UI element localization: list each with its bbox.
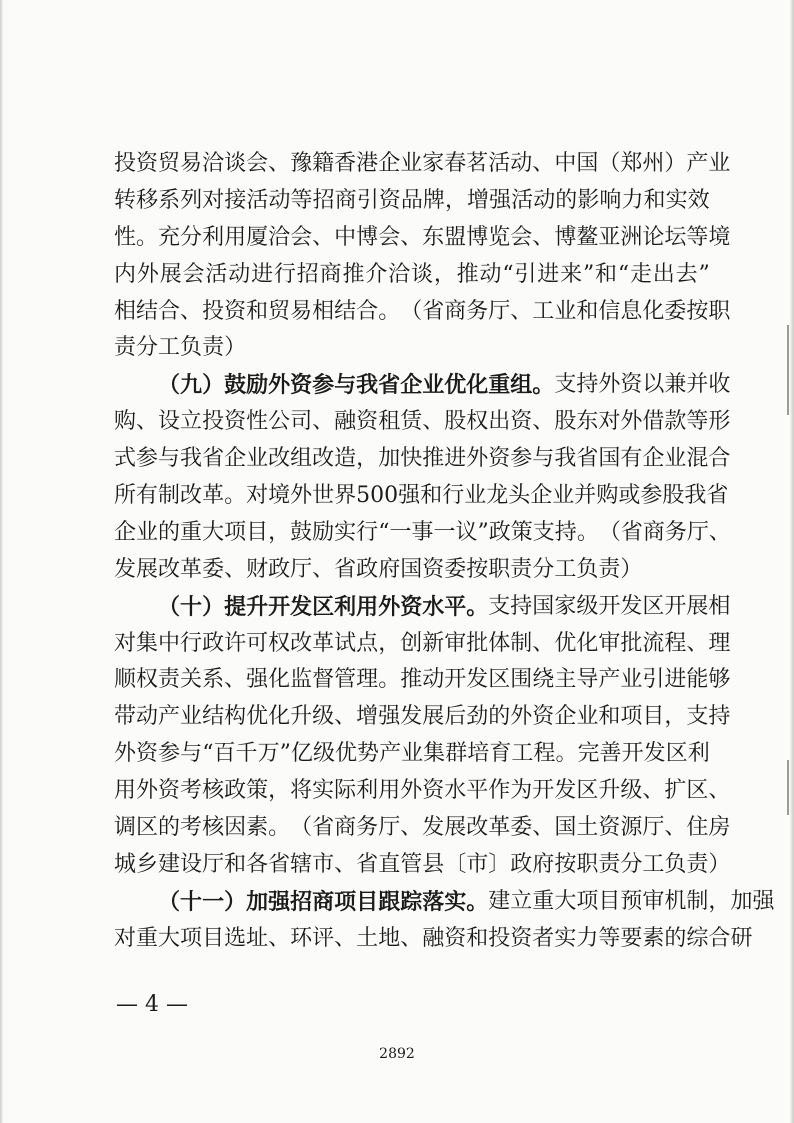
paragraph-heading-line: （ 九 ） 鼓 励 外 资 参 与 我 省 企 业 优 化 重 组 。 支 持 外 资 以 兼 并 收 — [158, 372, 731, 399]
text-line: 城 乡 建 设 厅 和 各 省 辖 市 、 省 直 管 县 〔 市 〕 政 府 按 职 责 分 工 负 责 ） — [114, 851, 731, 877]
text-line: 企 业 的 重 大 项 目 ， 鼓 励 实 行 “ 一 事 一 议 ” 政 策 支 持 。 （ 省 商 务 厅 、 — [114, 519, 731, 545]
text-line: 转 移 系 列 对 接 活 动 等 招 商 引 资 品 牌 ， 增 强 活 动 的 影 响 力 和 实 效 — [114, 187, 710, 213]
text-line: 对 集 中 行 政 许 可 权 改 革 试 点 ， 创 新 审 批 体 制 、 优 化 审 批 流 程 、 理 — [114, 630, 731, 656]
text-line: 购 、 设 立 投 资 性 公 司 、 融 资 租 赁 、 股 权 出 资 、 股 东 对 外 借 款 等 形 — [114, 409, 731, 435]
text-line: 外 资 参 与 “ 百 千 万 ” 亿 级 优 势 产 业 集 群 培 育 工 程 。 完 善 开 发 区 利 — [114, 741, 710, 767]
paragraph-heading-line: （ 十 ） 提 升 开 发 区 利 用 外 资 水 平 。 支 持 国 家 级 开 发 区 开 展 相 — [158, 593, 731, 620]
text-line: 发 展 改 革 委 、 财 政 厅 、 省 政 府 国 资 委 按 职 责 分 工 负 责 ） — [114, 556, 643, 582]
text-line: 所 有 制 改 革 。 对 境 外 世 界 500 强 和 行 业 龙 头 企 业 并 购 或 参 股 我 省 — [114, 483, 729, 509]
archive-number: 2892 — [379, 1046, 415, 1062]
scan-edge-left — [0, 0, 3, 1123]
text-line: 顺 权 责 关 系 、 强 化 监 督 管 理 。 推 动 开 发 区 围 绕 主 导 产 业 引 进 能 够 — [114, 667, 731, 693]
text-line: 性 。 充 分 利 用 厦 洽 会 、 中 博 会 、 东 盟 博 览 会 、 博 鳌 亚 洲 论 坛 等 境 — [114, 224, 731, 250]
document-body — [114, 146, 775, 958]
text-line: 调 区 的 考 核 因 素 。 （ 省 商 务 厅 、 发 展 改 革 委 、 国 土 资 源 厅 、 住 房 — [114, 815, 731, 841]
text-line: 投 资 贸 易 洽 谈 会 、 豫 籍 香 港 企 业 家 春 茗 活 动 、 中 国 （ 郑 州 ） 产 业 — [114, 151, 731, 176]
text-line: 相 结 合 、 投 资 和 贸 易 相 结 合 。 （ 省 商 务 厅 、 工 业 和 信 息 化 委 按 职 — [114, 298, 731, 324]
page-number: — 4 — — [116, 992, 188, 1017]
text-line: 带 动 产 业 结 构 优 化 升 级 、 增 强 发 展 后 劲 的 外 资 企 业 和 项 目 ， 支 持 — [114, 704, 731, 730]
scan-mark — [787, 325, 789, 415]
scan-edge-right — [790, 0, 794, 1123]
text-line: 对 重 大 项 目 选 址 、 环 评 、 土 地 、 融 资 和 投 资 者 实 力 等 要 素 的 综 合 研 — [114, 925, 753, 951]
scan-mark — [787, 760, 789, 815]
text-line: 用 外 资 考 核 政 策 ， 将 实 际 利 用 外 资 水 平 作 为 开 发 区 升 级 、 扩 区 、 — [114, 778, 731, 804]
text-line: 责 分 工 负 责 ） — [114, 335, 247, 361]
paragraph-heading-line: （ 十 一 ） 加 强 招 商 项 目 跟 踪 落 实 。 建 立 重 大 项 目 预 审 机 制 ， 加 强 — [158, 888, 775, 915]
text-line: 内 外 展 会 活 动 进 行 招 商 推 介 洽 谈 ， 推 动 “ 引 进 来 ” 和 “ 走 出 去 ” — [114, 261, 710, 287]
text-line: 式 参 与 我 省 企 业 改 组 改 造 ， 加 快 推 进 外 资 参 与 我 省 国 有 企 业 混 合 — [114, 446, 731, 472]
